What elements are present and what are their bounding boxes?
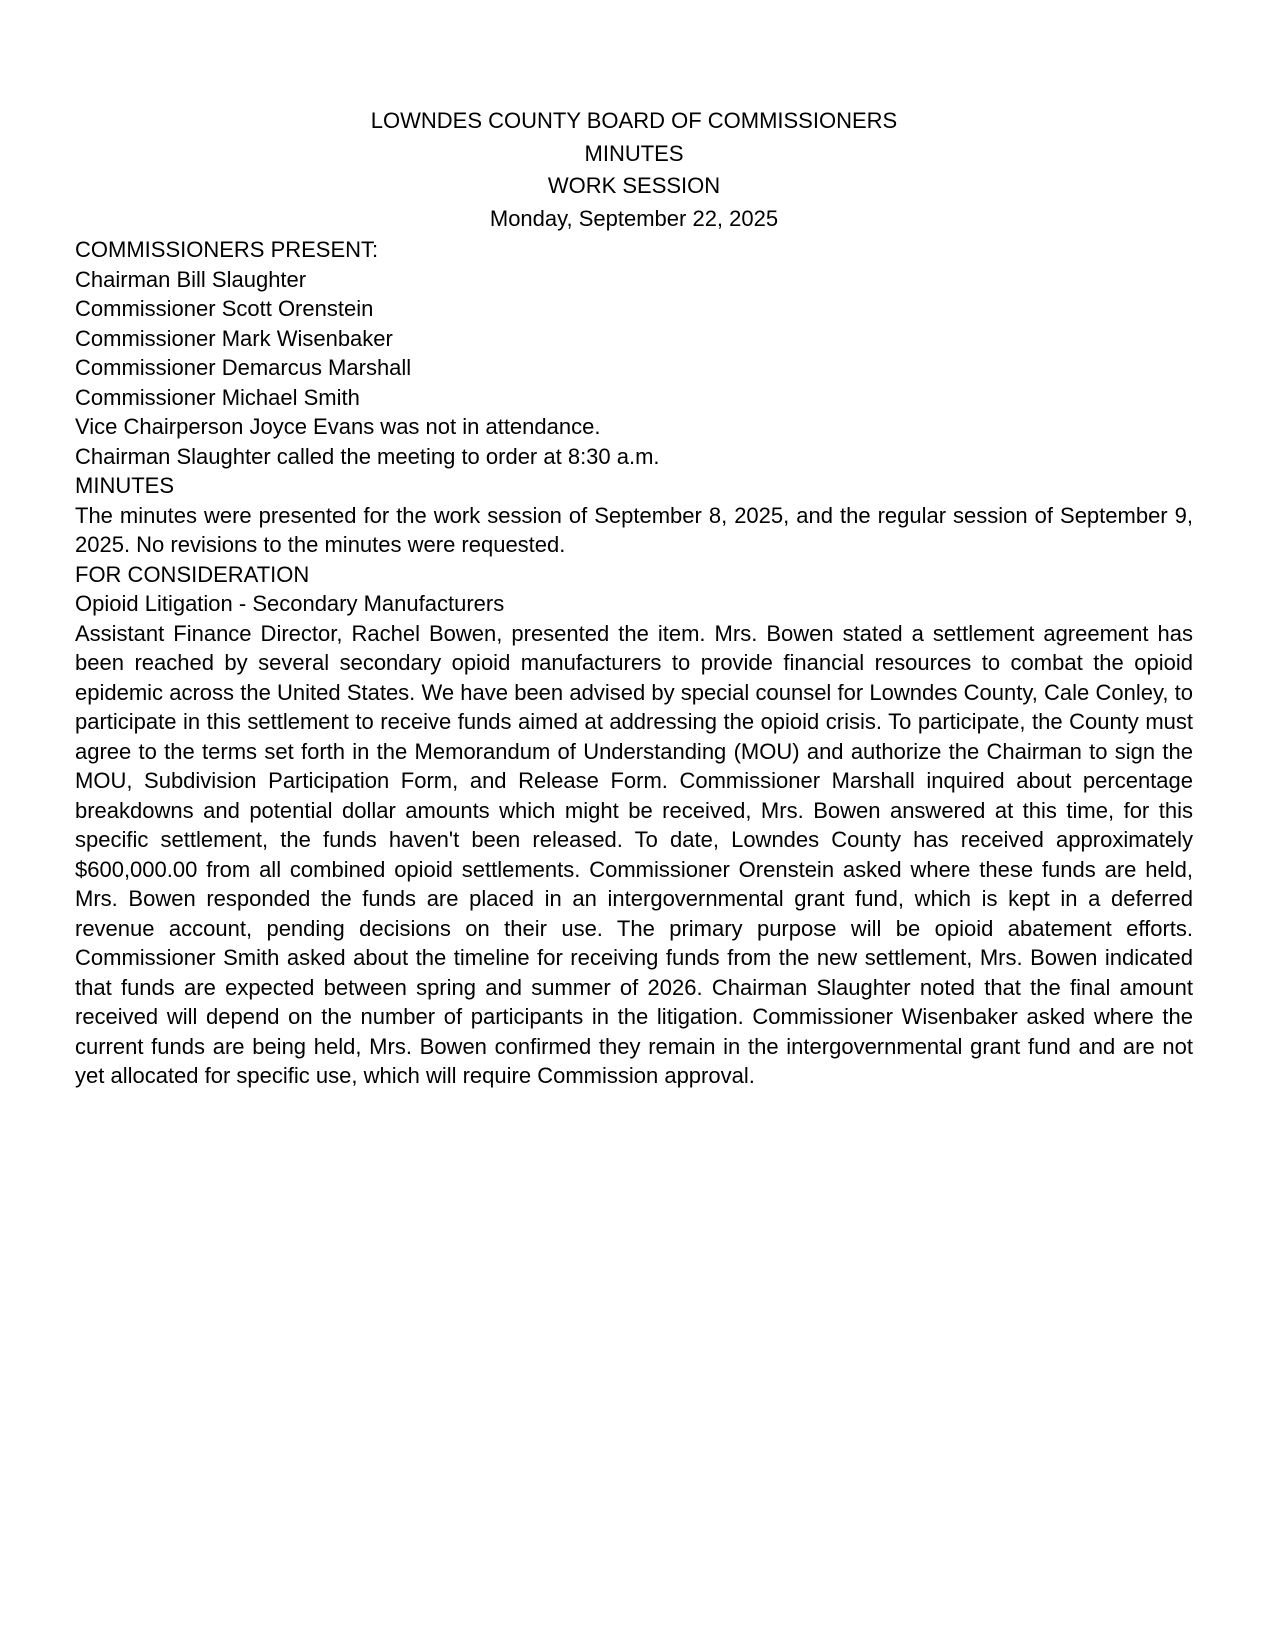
commissioner-item-2: Commissioner Scott Orenstein (75, 296, 374, 321)
commissioner-item-5: Commissioner Michael Smith (75, 384, 360, 410)
header-session-type: WORK SESSION (547, 173, 721, 198)
minutes-section-heading: MINUTES (75, 473, 174, 498)
minutes-section-body: The minutes were presented for the work session of September 8, 2025, and the regular session of September 9, 2025. No revisions to the minutes were requested. (75, 502, 1193, 557)
commissioner-item-3: Commissioner Mark Wisenbaker (75, 325, 393, 351)
document-header (75, 105, 1193, 235)
opioid-litigation-item-title: Opioid Litigation - Secondary Manufacturers (75, 591, 505, 616)
commissioner-item-4: Commissioner Demarcus Marshall (75, 355, 412, 380)
header-organization: LOWNDES COUNTY BOARD OF COMMISSIONERS (370, 108, 898, 133)
commissioners-present-label: COMMISSIONERS PRESENT: (75, 237, 379, 262)
call-to-order-note: Chairman Slaughter called the meeting to order at 8:30 a.m. (75, 443, 660, 469)
absence-note: Vice Chairperson Joyce Evans was not in attendance. (75, 414, 601, 439)
header-document-type: MINUTES (584, 140, 684, 166)
commissioner-item-1: Chairman Bill Slaughter (75, 266, 307, 292)
for-consideration-heading: FOR CONSIDERATION (75, 561, 310, 587)
commissioners-present-list (75, 265, 1193, 413)
header-date: Monday, September 22, 2025 (489, 205, 779, 231)
opioid-litigation-item-body: Assistant Finance Director, Rachel Bowen, presented the item. Mrs. Bowen stated a settlement agreement has been reached by several secondary opioid manufacturers to provide financial resources to combat the opioid epidemic across the United States. We have been advised by special counsel for Lowndes County, Cale Conley, to participate in this settlement to receive funds aimed at addressing the opioid crisis. To participate, the County must agree to the terms set forth in the Memorandum of Understanding (MOU) and authorize the Chairman to sign the MOU, Subdivision Participation Form, and Release Form. Commissioner Marshall inquired about percentage breakdowns and potential dollar amounts which might be received, Mrs. Bowen answered at this time, for this specific settlement, the funds haven't been released. To date, Lowndes County has received approximately $600,000.00 from all combined opioid settlements. Commissioner Orenstein asked where these funds are held, Mrs. Bowen responded the funds are placed in an intergovernmental grant fund, which is kept in a deferred revenue account, pending decisions on their use. The primary purpose will be opioid abatement efforts. Commissioner Smith asked about the timeline for receiving funds from the new settlement, Mrs. Bowen indicated that funds are expected between spring and summer of 2026. Chairman Slaughter noted that the final amount received will depend on the number of participants in the litigation. Commissioner Wisenbaker asked where the current funds are being held, Mrs. Bowen confirmed they remain in the intergovernmental grant fund and are not yet allocated for specific use, which will require Commission approval. (75, 620, 1193, 1088)
